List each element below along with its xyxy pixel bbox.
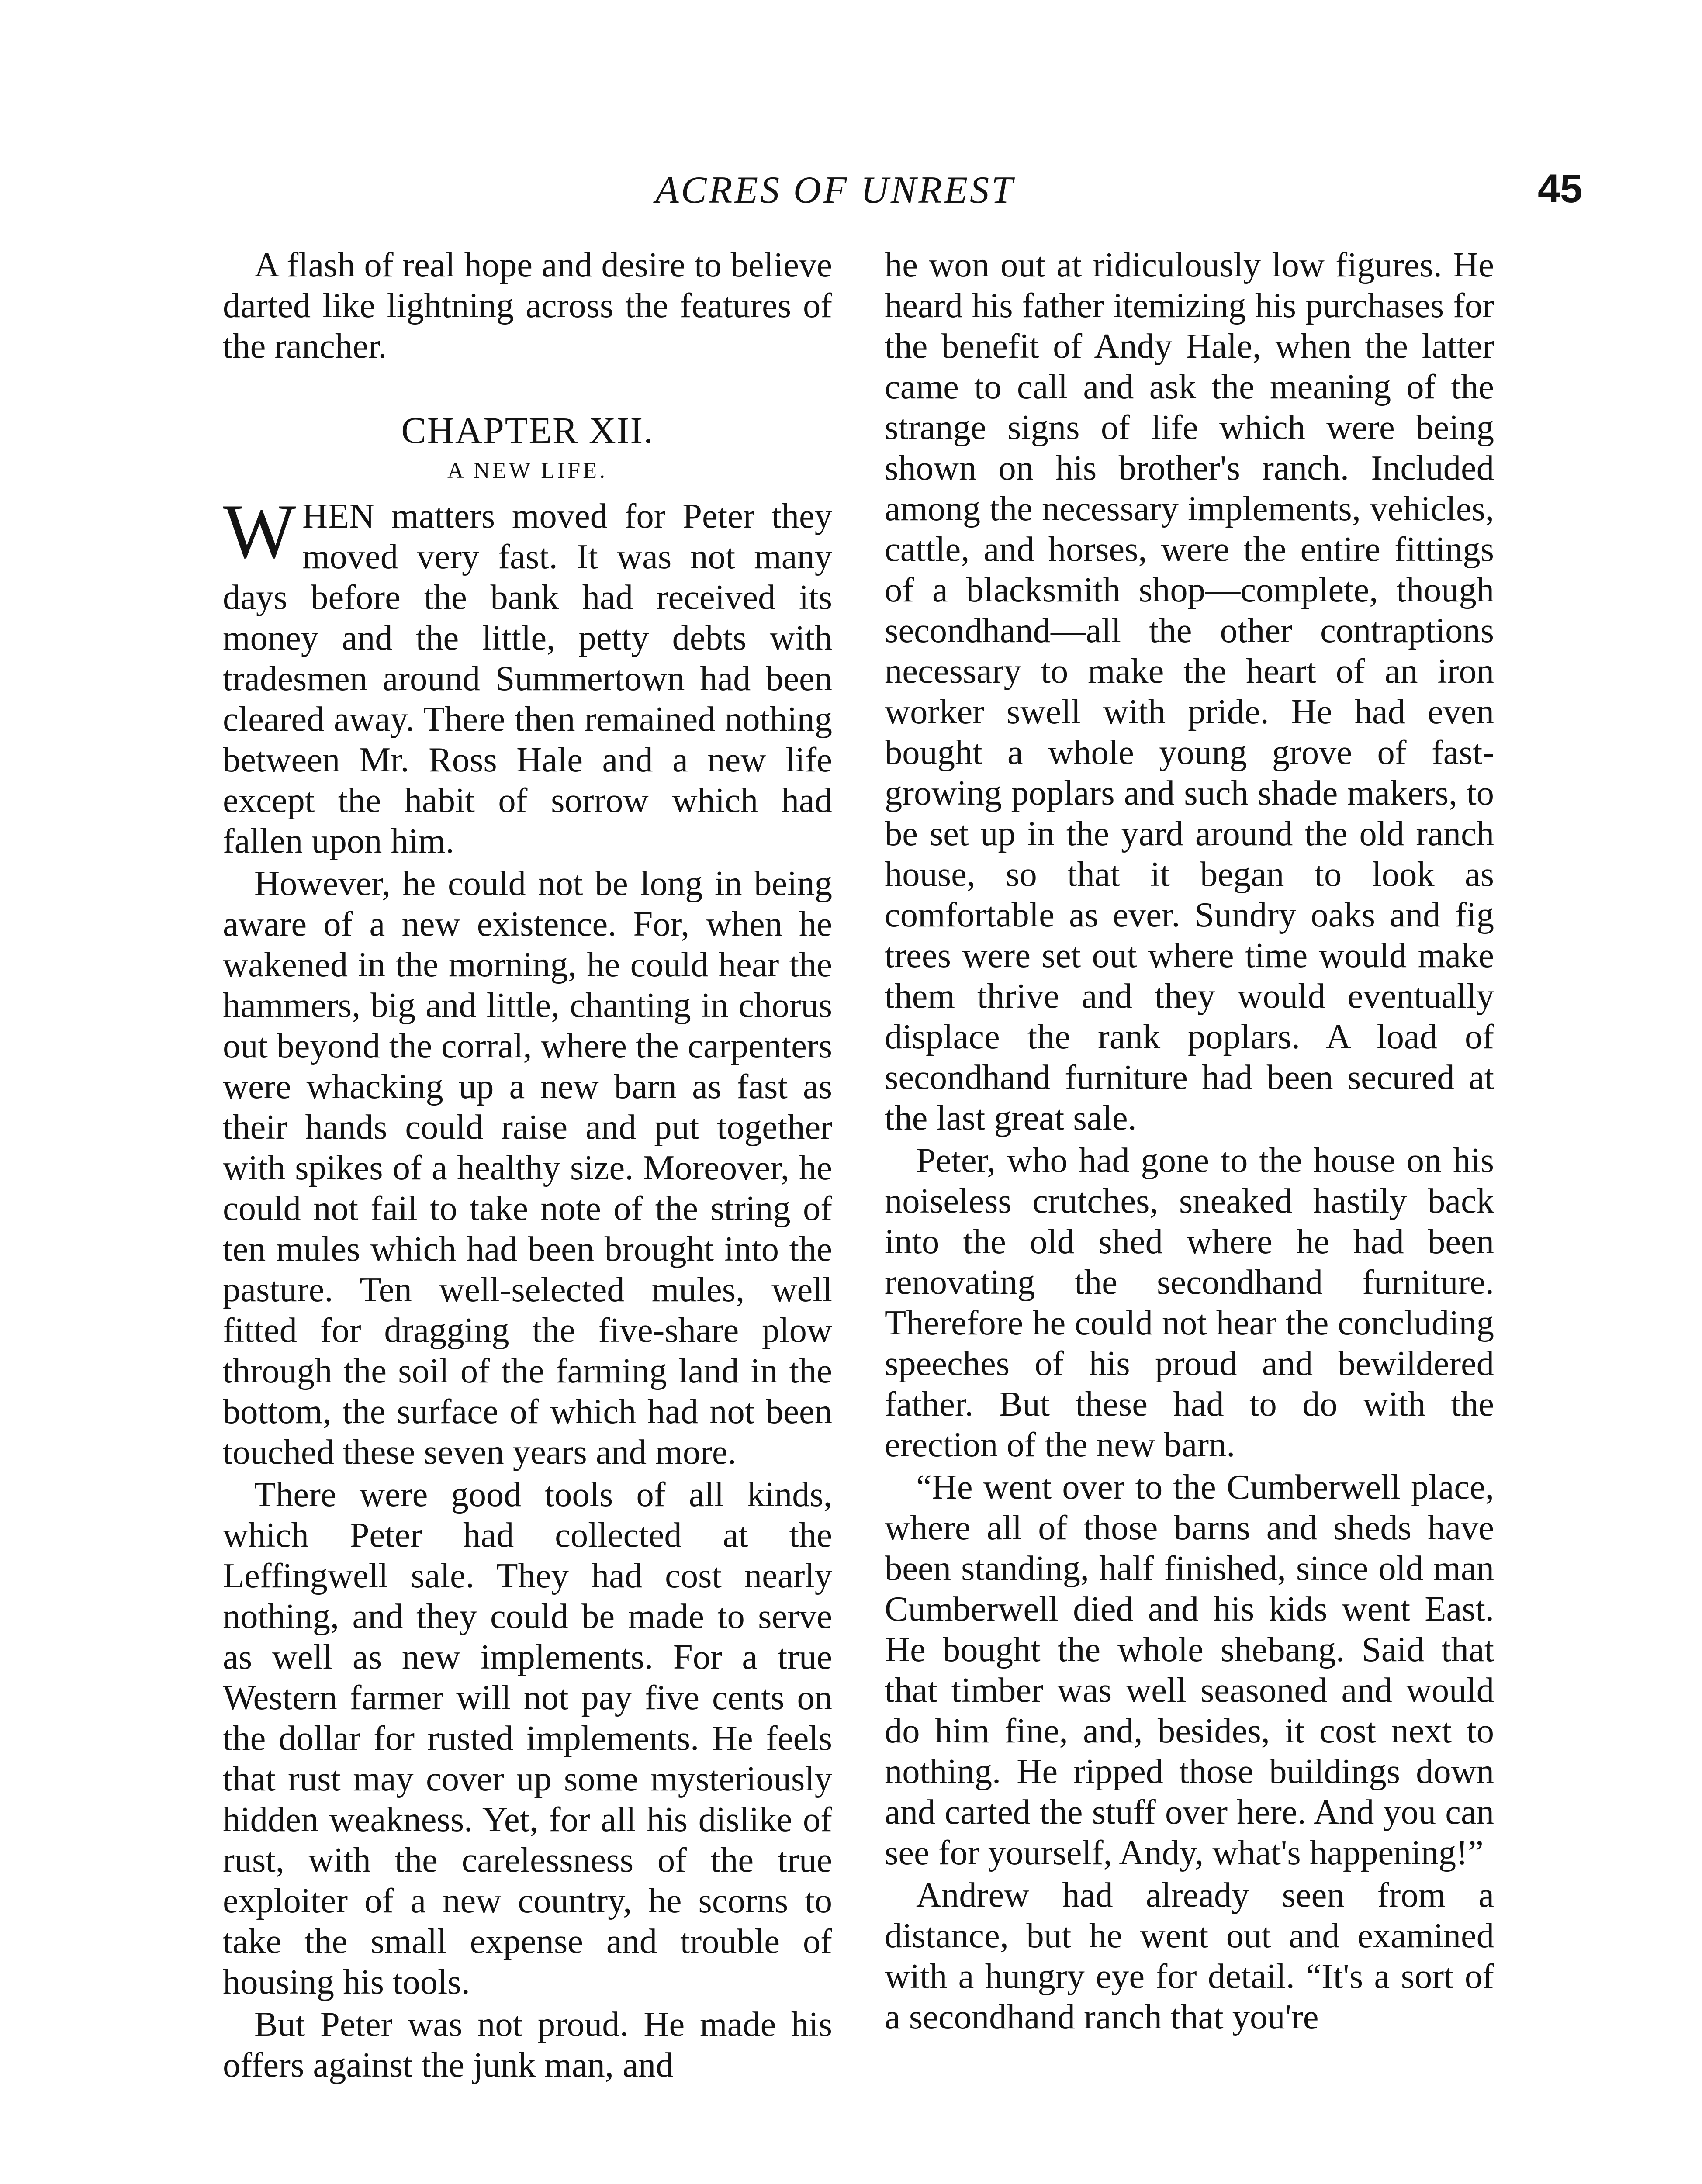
running-title: ACRES OF UNREST bbox=[655, 169, 1015, 211]
paragraph: Andrew had already seen from a distance, but he went out and examined with a hungry eye for detail. “It's a sort of a secondhand ranch that you're bbox=[885, 1876, 1494, 2036]
page-number: 45 bbox=[1538, 166, 1583, 211]
paragraph: However, he could not be long in being aware of a new existence. For, when he wakened in the morning, he could hear the hammers, big and little, chanting in chorus out beyond the corral, where the carpenters were whacking up a new barn as fast as their hands could raise and put together with spikes of a healthy size. Moreover, he could not fail to take note of the string of ten mules which had been brought into the pasture. Ten well-selected mules, well fitted for dragging the five-share plow through the soil of the farming land in the bottom, the surface of which had not been touched these seven years and more. bbox=[223, 864, 832, 1472]
paragraph: Peter, who had gone to the house on his noiseless crutches, sneaked hastily back into the old shed where he had been renovating the secondhand furniture. Therefore he could not hear the concluding speeches of his proud and bewildered father. But these had to do with the erection of the new barn. bbox=[885, 1141, 1494, 1464]
dialogue-paragraph: “He went over to the Cumberwell place, where all of those barns and sheds have been standing, half finished, since old man Cumberwell died and his kids went East. He bought the whole shebang. Said that that timber was well seasoned and would do him fine, and, besides, it cost next to nothing. He ripped those buildings down and carted the stuff over here. And you can see for yourself, Andy, what's happening!” bbox=[885, 1468, 1494, 1872]
opening-paragraph: A flash of real hope and desire to believe darted like lightning across the features of the rancher. bbox=[223, 245, 832, 366]
drop-cap: W bbox=[223, 488, 297, 574]
chapter-opening-text: HEN matters moved for Peter they moved very fast. It was not many days before the bank had received its money and the little, petty debts with tradesmen around Summertown had been cleared away. There then remained nothing between Mr. Ross Hale and a new life except the habit of sorrow which had fallen upon him. bbox=[223, 497, 832, 860]
paragraph: he won out at ridiculously low figures. He heard his father itemizing his purchases for the benefit of Andy Hale, when the latter came to call and ask the meaning of the strange signs of life which were being shown on his brother's ranch. Included among the necessary implements, vehicles, cattle, and horses, were the entire fittings of a blacksmith shop—complete, though secondhand—all the other contraptions necessary to make the heart of an iron worker swell with pride. He had even bought a whole young grove of fast-growing poplars and such shade makers, to be set up in the yard around the old ranch house, so that it began to look as comfortable as ever. Sundry oaks and fig trees were set out where time would make them thrive and they would eventually displace the rank poplars. A load of secondhand furniture had been secured at the last great sale. bbox=[885, 245, 1494, 1137]
paragraph: But Peter was not proud. He made his offers against the junk man, and bbox=[223, 2005, 832, 2084]
chapter-opening-paragraph bbox=[223, 488, 832, 861]
left-column bbox=[223, 245, 832, 2184]
right-column bbox=[885, 245, 1494, 2184]
paragraph: There were good tools of all kinds, which Peter had collected at the Leffingwell sale. They had cost nearly nothing, and they could be made to serve as well as new implements. For a true Western farmer will not pay five cents on the dollar for rusted implements. He feels that rust may cover up some mysteriously hidden weakness. Yet, for all his dislike of rust, with the carelessness of the true exploiter of a new country, he scorns to take the small expense and trouble of housing his tools. bbox=[223, 1475, 832, 2001]
chapter-heading: CHAPTER XII. bbox=[401, 409, 654, 451]
chapter-subtitle: A NEW LIFE. bbox=[447, 458, 608, 483]
